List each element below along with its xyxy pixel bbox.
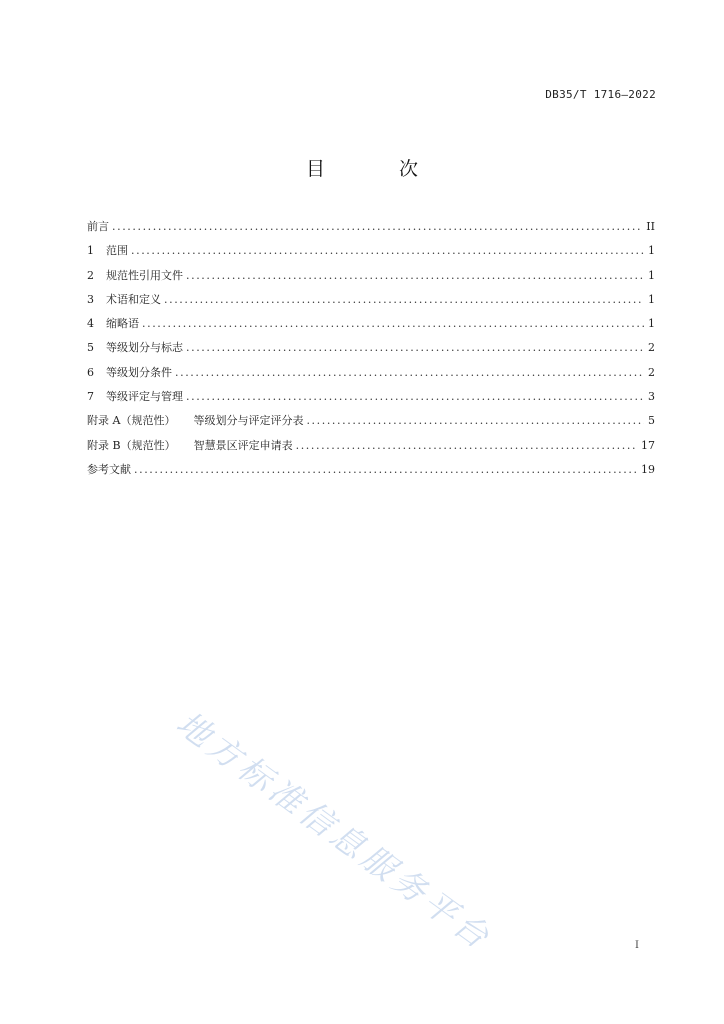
toc-entry-label: 等级划分与标志 xyxy=(106,341,183,355)
toc-leader-dots xyxy=(134,463,638,476)
toc-entry-number: 6 xyxy=(87,365,94,379)
toc-entry-number: 7 xyxy=(87,390,94,404)
toc-leader-dots xyxy=(131,244,644,257)
toc-entry-label: 前言 xyxy=(87,220,109,233)
toc-entry-label: 等级划分条件 xyxy=(106,365,172,379)
toc-entry-evaluation-management[interactable] xyxy=(87,388,655,412)
toc-entry-label: 附录 B（规范性） xyxy=(87,438,176,452)
page-number: I xyxy=(635,940,639,951)
toc-leader-dots xyxy=(186,269,644,282)
toc-entry-label: 附录 A（规范性） xyxy=(87,414,176,428)
watermark: 地方标准信息服务平台 xyxy=(169,703,500,959)
toc-entry-page: 1 xyxy=(648,244,655,258)
toc-entry-terms-definitions[interactable] xyxy=(87,291,655,315)
toc-entry-annex-a[interactable] xyxy=(87,412,655,436)
document-code: DB35/T 1716—2022 xyxy=(545,88,656,101)
toc-entry-page: 19 xyxy=(641,462,655,476)
toc-entry-subtitle: 等级划分与评定评分表 xyxy=(193,414,304,428)
toc-entry-number: 1 xyxy=(87,244,94,258)
toc-leader-dots xyxy=(164,293,644,306)
toc-leader-dots xyxy=(112,220,643,233)
toc-entry-page: 2 xyxy=(648,341,655,355)
toc-entry-number: 4 xyxy=(87,317,94,331)
toc-entry-page: 5 xyxy=(648,414,655,428)
toc-entry-page: 17 xyxy=(641,438,655,452)
toc-leader-dots xyxy=(306,414,644,427)
toc-entry-page: II xyxy=(646,220,655,233)
toc-leader-dots xyxy=(175,366,644,379)
toc-entry-label: 参考文献 xyxy=(87,462,131,476)
toc-entry-label: 术语和定义 xyxy=(106,292,161,306)
toc-leader-dots xyxy=(186,390,644,403)
toc-entry-page: 1 xyxy=(648,292,655,306)
toc-entry-normative-references[interactable] xyxy=(87,267,655,291)
toc-entry-label: 等级评定与管理 xyxy=(106,390,183,404)
toc-entry-number: 3 xyxy=(87,292,94,306)
toc-entry-grading-conditions[interactable] xyxy=(87,364,655,388)
toc-leader-dots xyxy=(296,439,638,452)
toc-entry-number: 2 xyxy=(87,268,94,282)
toc-leader-dots xyxy=(186,341,644,354)
toc-entry-label: 规范性引用文件 xyxy=(106,268,183,282)
toc-entry-label: 范围 xyxy=(106,244,128,258)
toc-entry-annex-b[interactable] xyxy=(87,437,655,461)
toc-entry-page: 2 xyxy=(648,365,655,379)
toc-entry-foreword[interactable] xyxy=(87,218,655,242)
toc-leader-dots xyxy=(142,317,644,330)
toc-entry-page: 1 xyxy=(648,268,655,282)
toc-list xyxy=(87,218,655,485)
toc-entry-subtitle: 智慧景区评定申请表 xyxy=(193,438,293,452)
toc-entry-page: 3 xyxy=(648,390,655,404)
toc-entry-abbreviations[interactable] xyxy=(87,315,655,339)
toc-entry-number: 5 xyxy=(87,341,94,355)
toc-entry-bibliography[interactable] xyxy=(87,461,655,485)
toc-entry-label: 缩略语 xyxy=(106,317,139,331)
toc-entry-scope[interactable] xyxy=(87,242,655,266)
toc-entry-grading-marks[interactable] xyxy=(87,339,655,363)
toc-entry-page: 1 xyxy=(648,317,655,331)
toc-title: 目 次 xyxy=(305,158,453,180)
